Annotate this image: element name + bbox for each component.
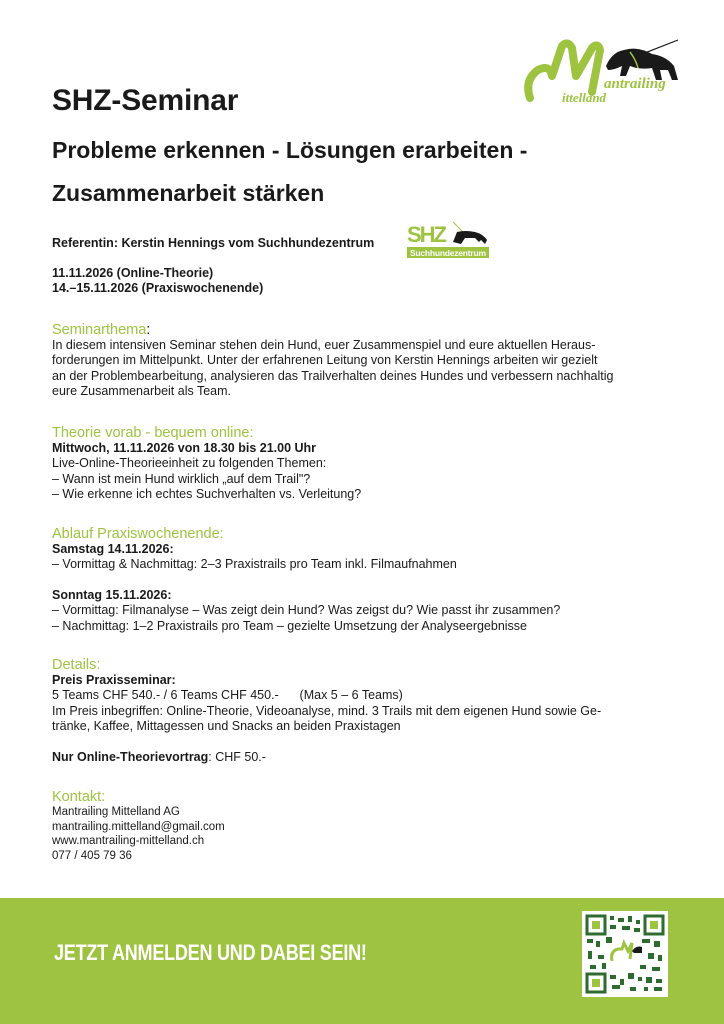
paragraph-line: an der Problembearbeitung, analysieren das Trailverhalten deines Hundes und verbessern nachhaltig — [52, 368, 614, 383]
mantrailing-mittelland-logo — [522, 36, 682, 106]
section-theorie — [52, 425, 682, 503]
page-title: SHZ-Seminar — [52, 84, 239, 117]
referent-text: Referentin: Kerstin Hennings vom Suchhundezentrum — [52, 236, 375, 250]
day-label: Sonntag 15.11.2026: — [52, 587, 172, 602]
section-kontakt — [52, 789, 682, 863]
contact-company: Mantrailing Mittelland AG — [52, 806, 180, 818]
shz-dog-logo-icon — [405, 220, 491, 260]
dog-logo-icon — [522, 36, 682, 106]
theorie-datetime: Mittwoch, 11.11.2026 von 18.30 bis 21.00 Uhr — [52, 441, 317, 455]
cta-text: JETZT ANMELDEN UND DABEI SEIN! — [54, 940, 367, 965]
list-item: – Wie erkenne ich echtes Suchverhalten vs. Verleitung? — [52, 487, 362, 502]
svg-text:ittelland: ittelland — [562, 90, 607, 105]
section-heading: Ablauf Praxiswochenende: — [52, 526, 224, 542]
section-seminarthema — [52, 322, 682, 400]
svg-text:Suchhundezentrum: Suchhundezentrum — [410, 248, 486, 258]
paragraph-line: forderungen im Mittelpunkt. Unter der erfahrenen Leitung von Kerstin Hennings arbeiten wir gezielt — [52, 353, 598, 368]
price-line: 5 Teams CHF 540.- / 6 Teams CHF 450.- (Max 5 – 6 Teams) — [52, 688, 403, 703]
included-line: Im Preis inbegriffen: Online-Theorie, Videoanalyse, mind. 3 Trails mit dem eigenen Hund sowie Ge- — [52, 703, 602, 718]
svg-text:SHZ: SHZ — [407, 222, 447, 247]
svg-text:antrailing: antrailing — [604, 76, 666, 92]
qr-code-icon[interactable] — [582, 911, 668, 997]
section-heading: Kontakt: — [52, 789, 106, 805]
section-ablauf — [52, 526, 682, 634]
contact-phone: 077 / 405 79 36 — [52, 849, 132, 862]
list-item: – Nachmittag: 1–2 Praxistrails pro Team – gezielte Umsetzung der Analyseergebnisse — [52, 618, 528, 633]
contact-website[interactable]: www.mantrailing-mittelland.ch — [52, 835, 205, 848]
section-details — [52, 657, 682, 765]
list-item: – Wann ist mein Hund wirklich „auf dem Trail"? — [52, 471, 311, 486]
paragraph-line: In diesem intensiven Seminar stehen dein Hund, euer Zusammenspiel und eure aktuellen Heraus- — [52, 338, 596, 352]
section-heading: Seminarthema: — [52, 322, 151, 338]
list-item: – Vormittag & Nachmittag: 2–3 Praxistrails pro Team inkl. Filmaufnahmen — [52, 557, 457, 572]
date-praxis: 14.–15.11.2026 (Praxiswochenende) — [52, 281, 264, 295]
date-online: 11.11.2026 (Online-Theorie) — [52, 266, 214, 280]
online-price: Nur Online-Theorievortrag: CHF 50.- — [52, 749, 266, 764]
contact-email[interactable]: mantrailing.mittelland@gmail.com — [52, 820, 225, 833]
page-subtitle-line1: Probleme erkennen - Lösungen erarbeiten - — [52, 137, 528, 163]
seminar-dates — [52, 266, 263, 296]
day-label: Samstag 14.11.2026: — [52, 542, 174, 556]
price-label: Preis Praxisseminar: — [52, 673, 176, 687]
included-line: tränke, Kaffee, Mittagessen und Snacks an beiden Praxistagen — [52, 719, 401, 734]
shz-logo — [405, 220, 491, 260]
section-heading: Theorie vorab - bequem online: — [52, 425, 254, 441]
theorie-intro: Live-Online-Theorieeinheit zu folgenden Themen: — [52, 456, 327, 471]
paragraph-line: eure Zusammenarbeit als Team. — [52, 384, 232, 399]
section-heading: Details: — [52, 657, 101, 673]
page-subtitle-line2: Zusammenarbeit stärken — [52, 180, 325, 206]
list-item: – Vormittag: Filmanalyse – Was zeigt dein Hund? Was zeigst du? Wie passt ihr zusammen? — [52, 603, 561, 618]
